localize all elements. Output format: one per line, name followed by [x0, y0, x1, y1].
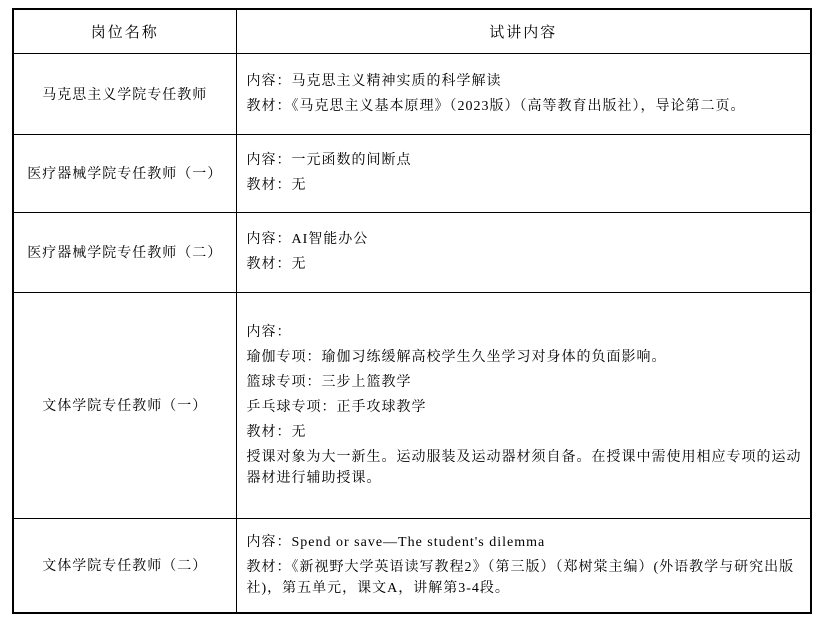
- header-trial-content: 试讲内容: [236, 9, 811, 53]
- content-line: 教材：《马克思主义基本原理》（2023版）（高等教育出版社），导论第二页。: [246, 98, 746, 114]
- content-line: 乒乓球专项：正手攻球教学: [246, 399, 427, 415]
- header-row: [13, 9, 811, 53]
- content-line: 瑜伽专项：瑜伽习练缓解高校学生久坐学习对身体的负面影响。: [246, 349, 667, 365]
- content-cell: [236, 212, 811, 292]
- position-cell: 文体学院专任教师（二）: [13, 518, 236, 613]
- content-line: 内容：: [246, 324, 292, 340]
- content-line: 教材：无: [246, 424, 307, 440]
- header-position-name: 岗位名称: [13, 9, 236, 53]
- content-line: 教材：无: [246, 257, 307, 272]
- content-cell: [236, 134, 811, 212]
- content-cell: [236, 518, 811, 613]
- trial-lecture-table: [12, 8, 812, 614]
- position-cell: 马克思主义学院专任教师: [13, 53, 236, 134]
- content-line: 内容：一元函数的间断点: [246, 153, 412, 168]
- table-row: [13, 518, 811, 613]
- content-line: 内容：马克思主义精神实质的科学解读: [246, 73, 502, 89]
- content-line: 教材：无: [246, 178, 307, 193]
- content-line: 篮球专项：三步上篮教学: [246, 374, 412, 390]
- content-line: 授课对象为大一新生。运动服装及运动器材须自备。在授课中需使用相应专项的运动器材进行辅助授课。: [246, 449, 802, 486]
- table-row: [13, 212, 811, 292]
- content-cell: [236, 53, 811, 134]
- content-line: 内容：AI智能办公: [246, 232, 369, 247]
- content-cell: [236, 292, 811, 518]
- content-line: 内容：Spend or save—The student's dilemma: [246, 534, 546, 550]
- table-row: [13, 292, 811, 518]
- position-cell: 医疗器械学院专任教师（二）: [13, 212, 236, 292]
- position-cell: 医疗器械学院专任教师（一）: [13, 134, 236, 212]
- table-row: [13, 134, 811, 212]
- position-cell: 文体学院专任教师（一）: [13, 292, 236, 518]
- table-row: [13, 53, 811, 134]
- content-line: 教材：《新视野大学英语读写教程2》（第三版）（郑树棠主编）(外语教学与研究出版社)，第五单元，课文A，讲解第3-4段。: [246, 559, 795, 596]
